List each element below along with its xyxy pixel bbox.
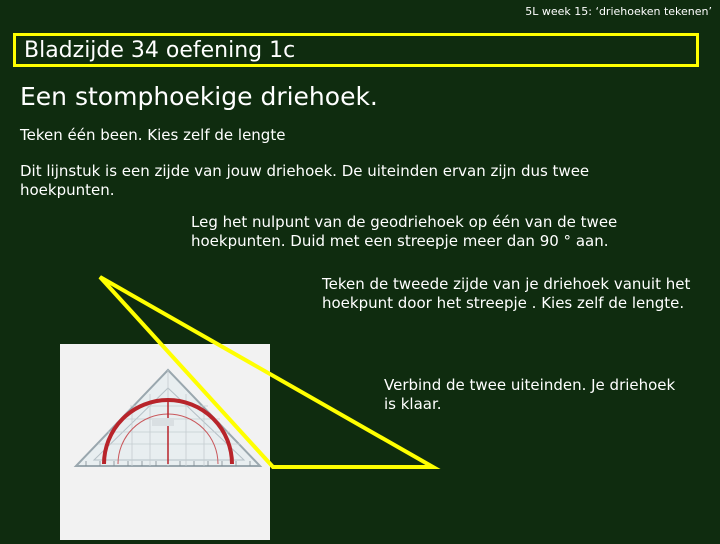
- brand-label: [152, 418, 174, 426]
- set-square-protractor-image: [60, 344, 270, 540]
- slide-title: Bladzijde 34 oefening 1c: [24, 37, 296, 63]
- step-4-text: Teken de tweede zijde van je driehoek vanuit het hoekpunt door het streepje . Kies zelf de lengte.: [322, 275, 691, 312]
- step-3-text: Leg het nulpunt van de geodriehoek op één van de twee hoekpunten. Duid met een streepje meer dan 90 ° aan.: [191, 213, 618, 250]
- slide-header-tag: 5L week 15: ‘driehoeken tekenen’: [525, 5, 712, 18]
- step-2-text: Dit lijnstuk is een zijde van jouw driehoek. De uiteinden ervan zijn dus twee hoekpunten.: [20, 162, 590, 199]
- set-square-drawing: [60, 344, 270, 540]
- step-1-text: Teken één been. Kies zelf de lengte: [20, 126, 286, 144]
- slide-title-box: [13, 33, 699, 67]
- step-5-text: Verbind de twee uiteinden. Je driehoek is klaar.: [384, 376, 676, 413]
- slide-subtitle: Een stomphoekige driehoek.: [20, 82, 378, 111]
